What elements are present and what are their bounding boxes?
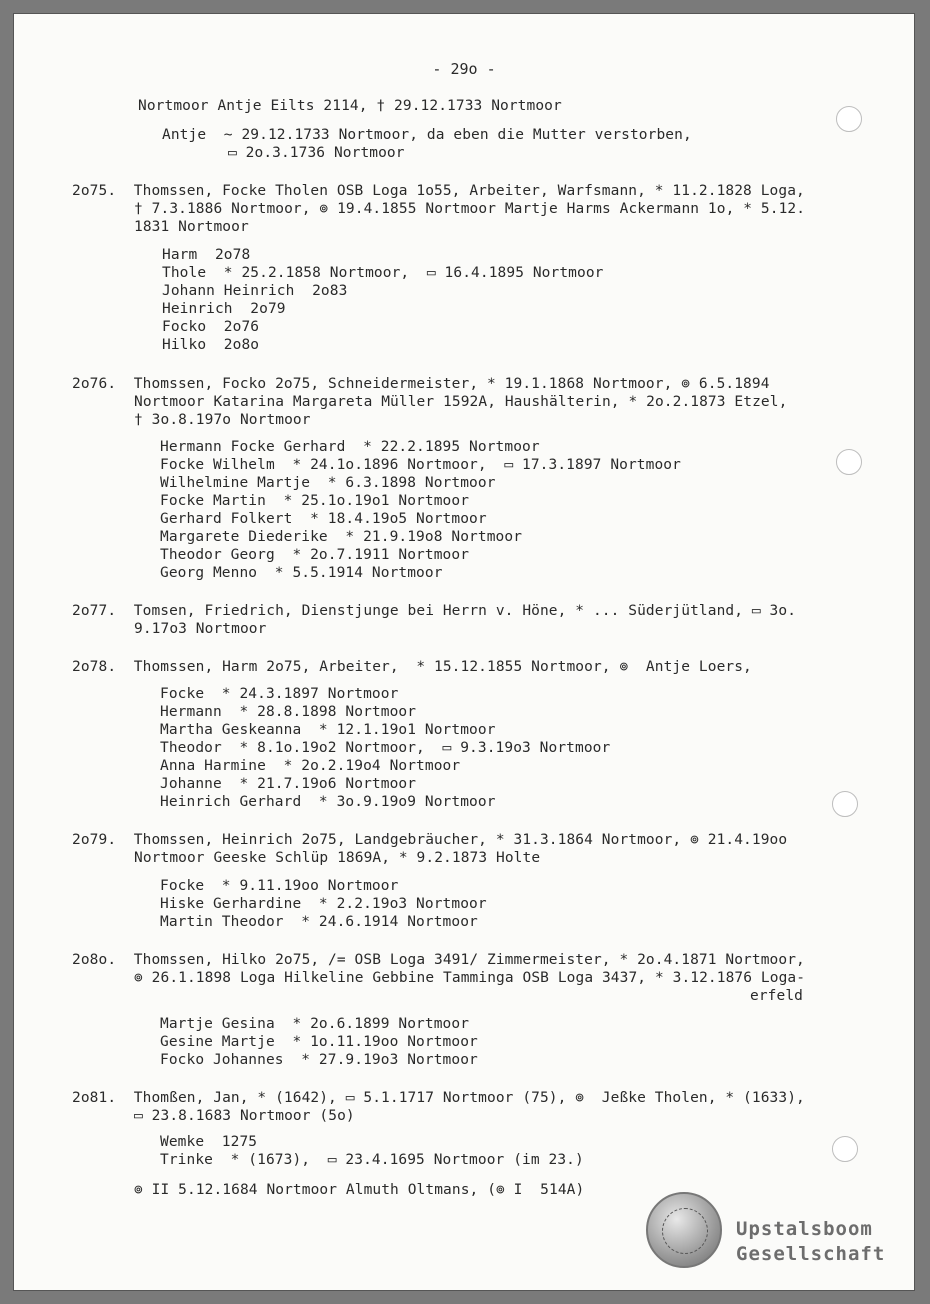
text-line: 1831 Nortmoor xyxy=(134,219,249,235)
text-line: 2o76. Thomssen, Focko 2o75, Schneidermeister, * 19.1.1868 Nortmoor, ⊚ 6.5.1894 xyxy=(72,376,770,392)
text-line: Focke Martin * 25.1o.19o1 Nortmoor xyxy=(160,493,470,509)
text-line: Focke * 24.3.1897 Nortmoor xyxy=(160,686,399,702)
text-line: Margarete Diederike * 21.9.19o8 Nortmoor xyxy=(160,529,523,545)
text-line: Wemke 1275 xyxy=(160,1134,258,1150)
text-line: Nortmoor Geeske Schlüp 1869A, * 9.2.1873 Holte xyxy=(134,850,541,866)
text-line: erfeld xyxy=(750,988,803,1004)
text-line: Focke * 9.11.19oo Nortmoor xyxy=(160,878,399,894)
text-line: Hermann * 28.8.1898 Nortmoor xyxy=(160,704,417,720)
text-line: Hermann Focke Gerhard * 22.2.1895 Nortmoor xyxy=(160,439,540,455)
text-line: Georg Menno * 5.5.1914 Nortmoor xyxy=(160,565,443,581)
text-line: Hiske Gerhardine * 2.2.19o3 Nortmoor xyxy=(160,896,487,912)
text-line: ⊚ 26.1.1898 Loga Hilkeline Gebbine Tamminga OSB Loga 3437, * 3.12.1876 Loga- xyxy=(134,970,806,986)
punch-hole xyxy=(836,449,862,475)
text-line: Harm 2o78 xyxy=(162,247,251,263)
punch-hole xyxy=(836,106,862,132)
text-line: Thole * 25.2.1858 Nortmoor, ▭ 16.4.1895 Nortmoor xyxy=(162,265,604,281)
text-line: Gesine Martje * 1o.11.19oo Nortmoor xyxy=(160,1034,478,1050)
text-line: 9.17o3 Nortmoor xyxy=(134,621,267,637)
text-line: Johanne * 21.7.19o6 Nortmoor xyxy=(160,776,417,792)
text-line: Theodor * 8.1o.19o2 Nortmoor, ▭ 9.3.19o3 Nortmoor xyxy=(160,740,611,756)
text-line: Focke Wilhelm * 24.1o.1896 Nortmoor, ▭ 17.3.1897 Nortmoor xyxy=(160,457,681,473)
text-line: 2o78. Thomssen, Harm 2o75, Arbeiter, * 15.12.1855 Nortmoor, ⊚ Antje Loers, xyxy=(72,659,752,675)
text-line: 2o81. Thomßen, Jan, * (1642), ▭ 5.1.1717 Nortmoor (75), ⊚ Jeßke Tholen, * (1633), xyxy=(72,1090,805,1106)
logo-line-1: Upstalsboom xyxy=(736,1218,873,1240)
text-line: Nortmoor Antje Eilts 2114, † 29.12.1733 Nortmoor xyxy=(138,98,562,114)
text-line: Heinrich 2o79 xyxy=(162,301,286,317)
society-seal-icon xyxy=(646,1192,722,1268)
text-line: 2o77. Tomsen, Friedrich, Dienstjunge bei Herrn v. Höne, * ... Süderjütland, ▭ 3o. xyxy=(72,603,797,619)
logo-line-2: Gesellschaft xyxy=(736,1243,886,1265)
text-line: Anna Harmine * 2o.2.19o4 Nortmoor xyxy=(160,758,461,774)
page-number: - 29o - xyxy=(432,60,496,78)
punch-hole xyxy=(832,791,858,817)
punch-hole xyxy=(832,1136,858,1162)
text-line: ⊚ II 5.12.1684 Nortmoor Almuth Oltmans, (⊚ I 514A) xyxy=(134,1182,585,1198)
text-line: Martje Gesina * 2o.6.1899 Nortmoor xyxy=(160,1016,470,1032)
text-line: 2o79. Thomssen, Heinrich 2o75, Landgebräucher, * 31.3.1864 Nortmoor, ⊚ 21.4.19oo xyxy=(72,832,788,848)
text-line: Martha Geskeanna * 12.1.19o1 Nortmoor xyxy=(160,722,496,738)
text-line: ▭ 23.8.1683 Nortmoor (5o) xyxy=(134,1108,355,1124)
text-line: 2o75. Thomssen, Focke Tholen OSB Loga 1o55, Arbeiter, Warfsmann, * 11.2.1828 Loga, xyxy=(72,183,805,199)
text-line: † 7.3.1886 Nortmoor, ⊚ 19.4.1855 Nortmoor Martje Harms Ackermann 1o, * 5.12. xyxy=(134,201,806,217)
text-line: Focko 2o76 xyxy=(162,319,260,335)
text-line: Nortmoor Katarina Margareta Müller 1592A, Haushälterin, * 2o.2.1873 Etzel, xyxy=(134,394,788,410)
text-line: Johann Heinrich 2o83 xyxy=(162,283,348,299)
text-line: Wilhelmine Martje * 6.3.1898 Nortmoor xyxy=(160,475,496,491)
text-line: † 3o.8.197o Nortmoor xyxy=(134,412,311,428)
text-line: Theodor Georg * 2o.7.1911 Nortmoor xyxy=(160,547,470,563)
text-line: Antje ~ 29.12.1733 Nortmoor, da eben die Mutter verstorben, xyxy=(162,127,692,143)
text-line: Focko Johannes * 27.9.19o3 Nortmoor xyxy=(160,1052,478,1068)
text-line: Heinrich Gerhard * 3o.9.19o9 Nortmoor xyxy=(160,794,496,810)
text-line: 2o8o. Thomssen, Hilko 2o75, /= OSB Loga 3491/ Zimmermeister, * 2o.4.1871 Nortmoor, xyxy=(72,952,805,968)
text-line: Trinke * (1673), ▭ 23.4.1695 Nortmoor (im 23.) xyxy=(160,1152,584,1168)
text-line: Gerhard Folkert * 18.4.19o5 Nortmoor xyxy=(160,511,487,527)
document-page xyxy=(14,14,914,1290)
text-line: ▭ 2o.3.1736 Nortmoor xyxy=(228,145,405,161)
text-line: Martin Theodor * 24.6.1914 Nortmoor xyxy=(160,914,478,930)
text-line: Hilko 2o8o xyxy=(162,337,260,353)
